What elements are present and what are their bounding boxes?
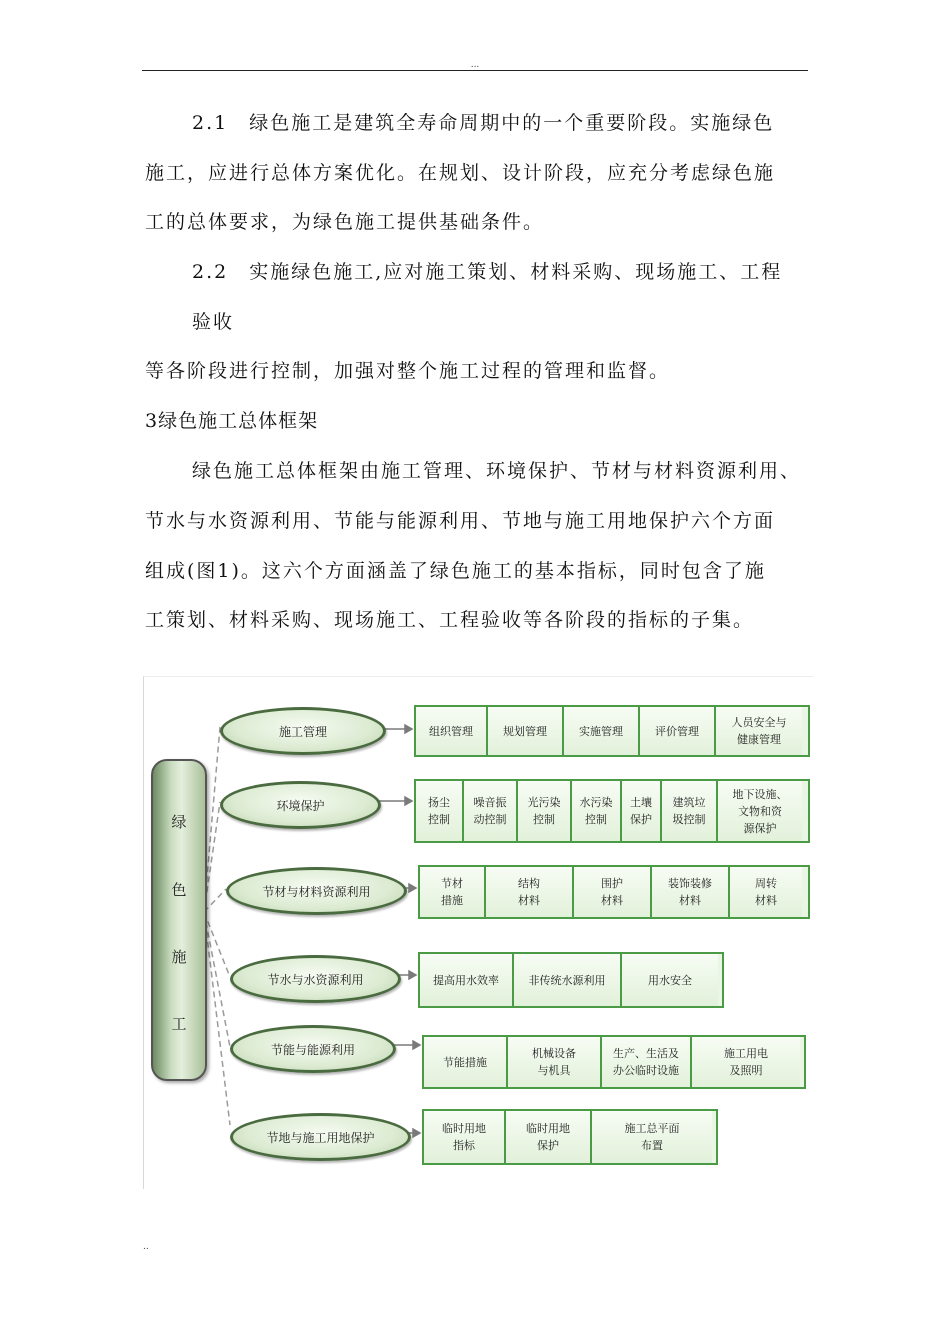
diagram-item-line: 提高用水效率: [433, 973, 499, 987]
diagram-item-text: [429, 723, 473, 740]
framework-diagram: [143, 676, 814, 1189]
diagram-item-line: 评价管理: [655, 724, 699, 738]
diagram-item-text: [668, 875, 712, 909]
diagram-item-line: 围护: [601, 877, 623, 890]
diagram-item-line: 圾控制: [672, 813, 706, 826]
paragraph-2-1-line-3: 工的总体要求，为绿色施工提供基础条件。: [145, 211, 545, 233]
root-node: [151, 759, 207, 1081]
section-heading: 3绿色施工总体框架: [145, 410, 319, 432]
diagram-item-line: 文物和资: [738, 804, 782, 818]
diagram-item-text: [579, 723, 623, 740]
diagram-item-line: 布置: [641, 1139, 663, 1152]
diagram-item-line: 建筑垃: [672, 796, 706, 809]
branch-node-energy-saving: 节能与能源利用: [230, 1025, 396, 1073]
branch-node-environmental-protection: 环境保护: [220, 781, 381, 829]
diagram-item-text: [474, 794, 507, 828]
dashed-lines: [204, 727, 230, 1125]
items-group-environmental-protection: [414, 779, 810, 843]
branch-node-water-saving: 节水与水资源利用: [230, 955, 401, 1003]
diagram-item: [574, 867, 652, 917]
paragraph-3-line-2: 节水与水资源利用、节能与能源利用、节地与施工用地保护六个方面: [145, 510, 776, 532]
diagram-item: [506, 1111, 592, 1163]
diagram-item: [486, 867, 574, 917]
diagram-item: [622, 954, 718, 1006]
branch-node-material-saving: 节材与材料资源利用: [226, 867, 407, 915]
diagram-item-text: [528, 794, 561, 828]
diagram-item-text: [648, 972, 692, 989]
diagram-item: [514, 954, 622, 1006]
diagram-item-line: 结构: [518, 877, 540, 890]
root-char: 施: [171, 948, 187, 966]
diagram-item: [424, 1037, 508, 1087]
diagram-item: [488, 707, 564, 755]
connector-5: [204, 912, 230, 1047]
diagram-item: [718, 781, 802, 841]
footer-mark: ..: [143, 1242, 149, 1252]
diagram-item-text: [625, 1120, 680, 1154]
diagram-item-line: 噪音振: [473, 796, 507, 809]
diagram-item-line: 规划管理: [503, 724, 547, 738]
paragraph-2-2-line-2: 验收: [192, 311, 235, 333]
diagram-item-text: [580, 794, 613, 828]
paragraph-2-1-line-2: 施工，应进行总体方案优化。在规划、设计阶段，应充分考虑绿色施: [145, 162, 776, 184]
diagram-item-text: [601, 875, 623, 909]
diagram-item-text: [724, 1045, 768, 1079]
diagram-item-line: 用水安全: [648, 973, 692, 987]
diagram-item-line: 保护: [630, 813, 652, 826]
items-group-water-saving: [418, 952, 724, 1008]
branch-node-land-saving: 节地与施工用地保护: [230, 1113, 411, 1161]
diagram-item-line: 措施: [441, 894, 463, 907]
diagram-item-line: 施工用电: [724, 1047, 768, 1060]
diagram-item-text: [532, 1045, 576, 1079]
diagram-item-line: 生产、生活及: [613, 1047, 679, 1060]
diagram-item: [518, 781, 572, 841]
diagram-item: [662, 781, 718, 841]
diagram-item-line: 临时用地: [442, 1122, 486, 1135]
diagram-item: [420, 954, 514, 1006]
diagram-item-line: 周转: [755, 877, 777, 890]
diagram-item: [592, 1111, 712, 1163]
diagram-item: [416, 707, 488, 755]
diagram-item-line: 水污染: [579, 796, 613, 809]
root-char: 色: [171, 881, 187, 899]
diagram-item-line: 材料: [601, 894, 623, 907]
diagram-item: [564, 707, 640, 755]
diagram-item-text: [529, 972, 606, 989]
diagram-item-text: [442, 1120, 486, 1154]
diagram-item-line: 地下设施、: [732, 787, 788, 801]
diagram-item-text: [443, 1054, 487, 1071]
header-mark: ...: [470, 60, 480, 70]
diagram-item-text: [518, 875, 540, 909]
diagram-item-line: 土壤: [630, 796, 652, 809]
diagram-item-line: 节能措施: [443, 1055, 487, 1069]
items-group-material-saving: [418, 865, 810, 919]
diagram-item-text: [630, 794, 652, 828]
diagram-item-line: 指标: [453, 1139, 475, 1152]
diagram-item-text: [613, 1045, 679, 1079]
diagram-item-text: [755, 875, 777, 909]
diagram-item-line: 施工总平面: [624, 1122, 680, 1135]
diagram-item-text: [441, 875, 463, 909]
diagram-item-line: 装饰装修: [668, 877, 712, 890]
diagram-item-line: 扬尘: [428, 796, 450, 809]
diagram-item: [622, 781, 662, 841]
diagram-item-line: 控制: [585, 813, 607, 826]
diagram-item-text: [503, 723, 547, 740]
diagram-item: [640, 707, 716, 755]
diagram-item-line: 人员安全与: [731, 716, 787, 729]
diagram-item-line: 非传统水源利用: [528, 973, 606, 987]
diagram-item: [424, 1111, 506, 1163]
diagram-item: [464, 781, 518, 841]
diagram-item-line: 材料: [755, 894, 777, 907]
diagram-item-line: 控制: [533, 813, 555, 826]
diagram-item-text: [428, 794, 450, 828]
paragraph-2-2-line-1: 2.2 实施绿色施工,应对施工策划、材料采购、现场施工、工程: [192, 261, 783, 283]
diagram-item: [420, 867, 486, 917]
diagram-item: [602, 1037, 692, 1087]
diagram-item-line: 材料: [518, 894, 540, 907]
diagram-item-text: [733, 786, 788, 837]
diagram-item-line: 材料: [679, 894, 701, 907]
diagram-item-line: 临时用地: [526, 1122, 570, 1135]
diagram-item: [572, 781, 622, 841]
diagram-item-line: 健康管理: [737, 733, 781, 746]
diagram-item-line: 实施管理: [579, 724, 623, 738]
connector-3: [204, 889, 226, 912]
diagram-item-line: 控制: [428, 813, 450, 826]
items-group-land-saving: [422, 1109, 718, 1165]
items-group-construction-management: [414, 705, 810, 757]
diagram-item: [652, 867, 730, 917]
diagram-item: [730, 867, 802, 917]
root-char: 绿: [171, 813, 187, 831]
diagram-item-line: 源保护: [743, 821, 777, 835]
diagram-item-text: [433, 972, 499, 989]
paragraph-3-line-1: 绿色施工总体框架由施工管理、环境保护、节材与材料资源利用、: [192, 460, 802, 482]
paragraph-2-1-line-1: 2.1 绿色施工是建筑全寿命周期中的一个重要阶段。实施绿色: [192, 112, 775, 134]
branch-node-construction-management: 施工管理: [220, 707, 386, 755]
diagram-item-text: [673, 794, 706, 828]
diagram-item-text: [732, 714, 787, 748]
header-rule: [142, 70, 808, 71]
diagram-item-line: 动控制: [473, 813, 507, 826]
diagram-item: [692, 1037, 800, 1087]
diagram-item: [508, 1037, 602, 1087]
diagram-item-text: [655, 723, 699, 740]
diagram-item-line: 办公临时设施: [613, 1064, 679, 1077]
diagram-item-line: 与机具: [537, 1064, 571, 1077]
root-char: 工: [171, 1015, 187, 1033]
diagram-item-line: 保护: [537, 1139, 559, 1152]
diagram-item-line: 机械设备: [532, 1047, 576, 1060]
paragraph-3-line-4: 工策划、材料采购、现场施工、工程验收等各阶段的指标的子集。: [145, 609, 755, 631]
diagram-item-line: 节材: [441, 877, 463, 890]
diagram-item: [716, 707, 802, 755]
paragraph-3-line-3: 组成(图1)。这六个方面涵盖了绿色施工的基本指标，同时包含了施: [145, 560, 766, 582]
diagram-item-line: 光污染: [527, 796, 561, 809]
paragraph-2-2-line-3: 等各阶段进行控制，加强对整个施工过程的管理和监督。: [145, 360, 671, 382]
items-group-energy-saving: [422, 1035, 806, 1089]
diagram-item-line: 组织管理: [429, 724, 473, 738]
diagram-item-line: 及照明: [729, 1064, 763, 1077]
diagram-item-text: [526, 1120, 570, 1154]
diagram-item: [416, 781, 464, 841]
